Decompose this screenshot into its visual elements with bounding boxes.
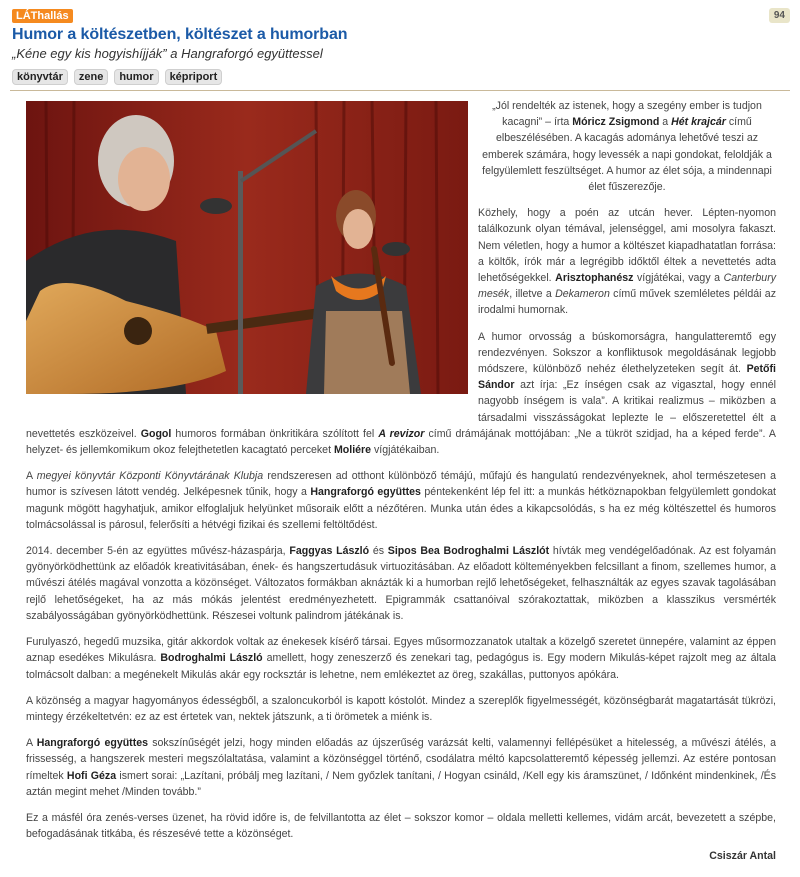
emphasis-italic: Canterbury mesék xyxy=(478,272,777,301)
emphasis-bold: Sipos Bea Bodroghalmi Lászlót xyxy=(387,545,550,558)
article-body xyxy=(26,98,776,852)
article-subtitle: „Kéne egy kis hogyishíjják” a Hangraforgó együttessel xyxy=(12,46,323,61)
emphasis-bold: Moliére xyxy=(333,444,372,457)
emphasis-bold: Bodroghalmi László xyxy=(160,652,263,665)
emphasis-bold: Hofi Géza xyxy=(66,769,117,782)
article-paragraph: Ez a másfél óra zenés-verses üzenet, ha rövid időre is, de felvillantotta az élet – sokszor komor – oldala melletti kellemes, vidám arcát, bevezetett a szépbe, befogadásának titkába, és részesévé tette a közönséget. xyxy=(26,811,776,841)
tag-zene[interactable]: zene xyxy=(74,69,108,85)
article-paragraph: A közönség a magyar hagyományos édességből, a szaloncukorból is kapott kóstolót. Mindez a szereplők figyelmességét, közönségbarát magatartását tükrözi, mintegy érzékeltetvén: ez az est értetek van, nektek játszunk, a ti örömetek a miénk is. xyxy=(26,694,776,723)
article-paragraph: A Hangraforgó együttes sokszínűségét jelzi, hogy minden előadás az újszerűség varázsát kelti, valamennyi fellépésüket a hitelesség, a művészi átélés, a frissesség, a hangszerek mesteri megszólaltatása, valamint a közönséggel történő, csodálatra méltó kapcsolatteremtő képesség jellemzi. Az estére pontosan rímeltek Hofi Géza ismert sorai: „Lazítani, próbálj meg lazítani, / Nem győzlek tanítani, / Hogyan csináld, /Kell egy kis áramszünet, / Időnként mindenkinek, /És aztán megint mehet /Minden tovább.” xyxy=(26,737,776,798)
emphasis-italic: megyei könyvtár Központi Könyvtárának Klubja xyxy=(36,470,264,483)
emphasis-bold: Petőfi Sándor xyxy=(478,363,776,392)
article-paragraph: „Jól rendelték az istenek, hogy a szegény ember is tudjon kacagni” – írta Móricz Zsigmond a Hét krajcár című elbeszélésében. A kacagás adománya lehetővé teszi az emberek számára, hogy levessék a napi gondokat, feloldják a felgyülemlett feszültséget. A humor az élet sója, a mindennapi élet fűszerezője. xyxy=(482,100,772,194)
tag-list xyxy=(12,69,222,85)
emphasis-bold: Hangraforgó együttes xyxy=(310,486,421,499)
article-paragraph: A humor orvosság a búskomorságra, hangulatteremtő egy rendezvényen. Sokszor a konfliktusok megoldásának legjobb módszere, különböző nehéz élethelyzeteken segít át. Petőfi Sándor azt írja: „Ez ínségen csak az vigasztal, hogy ennél nagyobb ínségem is vala”. A kritikai realizmus – miközben a társadalmi visszásságokat leplezte le – előszeretettel élt a nevettetés eszközeivel. Gogol humoros formában önkritikára szólított fel A revizor című drámájának mottójában: „Ne a tükröt szidjad, ha a képed ferde”. A helyzet- és jellemkomikum okoz felejthetetlen kacagtató perceket Moliére vígjátékaiban. xyxy=(26,330,776,457)
article-paragraph: Furulyaszó, hegedű muzsika, gitár akkordok voltak az énekesek kísérő társai. Egyes műsormozzanatok utaltak a közelgő szeretet ünnepére, valamint az éppen aznap esedékes Mikulásra. Bodroghalmi László amellett, hogy zeneszerző és zenekari tag, pedagógus is. Egy modern Mikulás-képet rajzolt meg az általa tolmácsolt dalban: a megénekelt Mikulás akár egy rocksztár is lehetne, nem emlékeztet az öreg, szakállas, puttonyos apókára. xyxy=(26,636,776,681)
emphasis-bold: Móricz Zsigmond xyxy=(572,116,660,129)
photo-spacer xyxy=(26,98,478,412)
article-paragraph: 2014. december 5-én az együttes művész-házaspárja, Faggyas László és Sipos Bea Bodroghalmi Lászlót hívták meg vendégelőadónak. Az est folyamán gyönyörködhettünk az előadók kreativitásában, ének- és hangszertudásuk virtuozitásában. Az előadott költeményekben felcsillant a finom, szellemes humor, a művészi átélés magával vonzotta a közönséget. Változatos formákban aknázták ki a humorban rejlő lehetőségeket, felhasználták az egyes szavak tagolásában rejlő lehetőségeket, ha az más mókás jelentést eredményezhetett. Epigrammák csattanóival szórakoztattak, miközben a klasszikus versmérték szabályosságában gyönyörködhettünk. Részesei voltunk palindrom játékának is. xyxy=(26,545,777,622)
tag-humor[interactable]: humor xyxy=(114,69,158,85)
emphasis-bold: Hangraforgó együttes xyxy=(36,737,149,750)
emphasis-bold: A revizor xyxy=(378,427,425,440)
tag-kepriport[interactable]: képriport xyxy=(165,69,223,85)
article-title: Humor a költészetben, költészet a humorban xyxy=(12,26,348,43)
article-paragraph: Közhely, hogy a poén az utcán hever. Lépten-nyomon találkozunk olyan témával, jelenséggel, ami mosolyra fakaszt. Nem véletlen, hogy a humor a költészet kiapadhatatlan forrása: a költők, írók már a legrégibb időktől éltek a nevettetés adta lehetőségekkel. Arisztophanész vígjátékai, vagy a Canterbury mesék, illetve a Dekameron című művek szemléletes példái az irodalmi humornak. xyxy=(478,207,777,317)
category-badge[interactable]: LÁThallás xyxy=(12,9,73,23)
emphasis-bold: Faggyas László xyxy=(289,545,370,558)
article-author: Csiszár Antal xyxy=(709,850,776,862)
article-paragraph: A megyei könyvtár Központi Könyvtárának Klubja rendszeresen ad otthont különböző témájú, műfajú és hangulatú rendezvényeknek, ahol természetesen a humor is szívesen látott vendég. Jelképesnek tűnik, hogy a Hangraforgó együttes péntekenként lép fel itt: a munkás hétköznapokban felgyülemlett gondokat magunk mögött hagyhatjuk, amikor elfoglaljuk helyünket műsoraik előtt a nézőtéren. Munka után édes a kikapcsolódás, s ha ez még költészettel és humoros tolmácsolással is párosul, felerősíti a hétvégi fizikai és szellemi feltöltődést. xyxy=(26,470,776,531)
page-number-badge: 94 xyxy=(769,8,790,23)
header-divider xyxy=(10,90,790,91)
tag-konyvtar[interactable]: könyvtár xyxy=(12,69,68,85)
emphasis-italic: Dekameron xyxy=(555,288,610,301)
emphasis-bold: Gogol xyxy=(140,427,172,440)
emphasis-bold: Arisztophanész xyxy=(555,272,634,285)
emphasis-bold: Hét krajcár xyxy=(671,116,726,129)
